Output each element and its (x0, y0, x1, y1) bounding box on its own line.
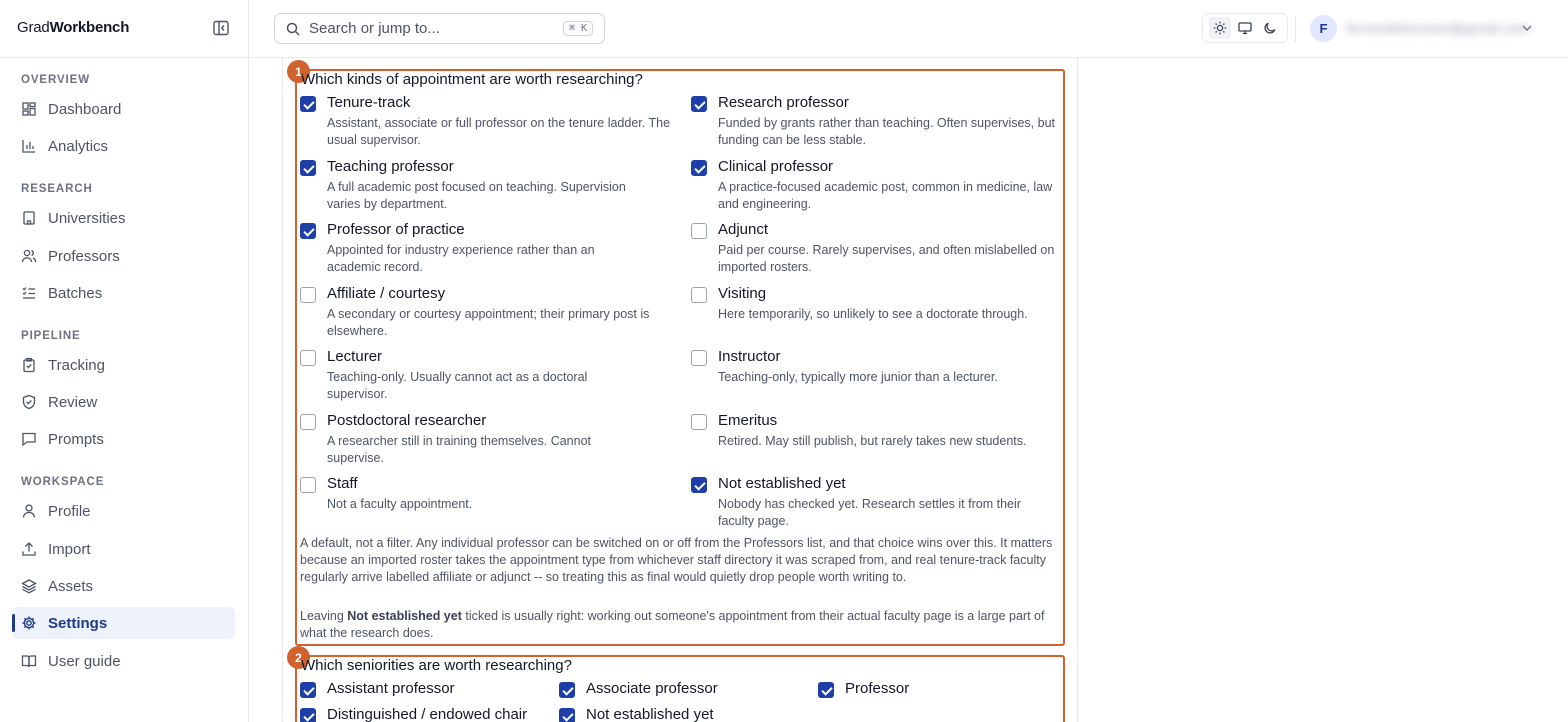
sidebar-item-tracking[interactable] (12, 349, 235, 381)
top-header (249, 0, 1568, 58)
option-label: Emeritus (718, 412, 778, 429)
checkbox[interactable] (691, 160, 707, 176)
sidebar-item-label: Assets (48, 577, 94, 595)
option-description: Not a faculty appointment. (327, 497, 473, 511)
option-label: Distinguished / endowed chair (327, 706, 528, 722)
checkbox[interactable] (300, 96, 316, 112)
checkbox[interactable] (691, 477, 707, 493)
sidebar-item-label: Professors (48, 247, 120, 265)
sun-icon (1213, 21, 1227, 35)
sidebar-item-label: Prompts (48, 430, 104, 448)
nav-section-pipeline: PIPELINE (21, 330, 81, 342)
option-label: Adjunct (718, 221, 769, 238)
checkbox[interactable] (691, 287, 707, 303)
note-text: Leaving (300, 609, 348, 623)
sidebar-item-label: Universities (48, 209, 126, 227)
option-label: Professor of practice (327, 221, 465, 238)
option-description: Here temporarily, so unlikely to see a doctorate through. (718, 307, 1028, 321)
checkbox[interactable] (300, 160, 316, 176)
checkbox[interactable] (559, 682, 575, 698)
option-description: Funded by grants rather than teaching. Often supervises, but funding can be less stable. (718, 116, 1056, 147)
sidebar-item-label: Tracking (48, 356, 105, 374)
sidebar-item-label: Dashboard (48, 100, 122, 118)
sidebar-item-settings[interactable] (12, 607, 235, 639)
checkbox[interactable] (300, 223, 316, 239)
sidebar-item-user-guide[interactable] (12, 645, 235, 677)
theme-system-button[interactable] (1234, 17, 1256, 39)
search-icon (286, 22, 300, 36)
option-label: Tenure-track (327, 94, 411, 111)
nav-section-workspace: WORKSPACE (21, 476, 105, 488)
collapse-sidebar-button[interactable] (212, 19, 230, 37)
option-description: Nobody has checked yet. Research settles it from their faculty page. (718, 497, 1021, 528)
option-label: Research professor (718, 94, 849, 111)
option-label: Not established yet (718, 475, 846, 492)
sidebar (0, 0, 249, 722)
sidebar-item-professors[interactable] (12, 240, 235, 272)
brand-part-1: Grad (17, 19, 50, 36)
question-1-note: A default, not a filter. Any individual professor can be switched on or off from the Professors list, and that choice wins over this. It matters because an imported roster takes the appointment type from whichever staff directory it was scraped from, and real tenure-track faculty regularly arrive labelled affiliate or adjunct -- so treating this as final would quietly drop people worth writing to. (300, 536, 1053, 584)
sidebar-item-assets[interactable] (12, 570, 235, 602)
checkbox[interactable] (300, 682, 316, 698)
sidebar-item-profile[interactable] (12, 495, 235, 527)
user-icon (21, 503, 37, 519)
moon-icon (1263, 21, 1277, 35)
sidebar-item-label: Review (48, 393, 98, 411)
header-divider (1295, 16, 1296, 42)
chevron-down-icon (1520, 21, 1534, 35)
user-name[interactable]: fernandotrevisan@gmail.com (1346, 20, 1529, 36)
theme-dark-button[interactable] (1259, 17, 1281, 39)
option-label: Instructor (718, 348, 781, 365)
sidebar-item-dashboard[interactable] (12, 93, 235, 125)
checkbox[interactable] (691, 96, 707, 112)
sidebar-item-label: Settings (48, 614, 108, 632)
option-description: Paid per course. Rarely supervises, and often mislabelled on imported rosters. (718, 243, 1055, 274)
checkbox[interactable] (691, 223, 707, 239)
sidebar-item-analytics[interactable] (12, 130, 235, 162)
checkbox[interactable] (300, 287, 316, 303)
note-emphasis: Not established yet (347, 609, 462, 623)
search-box[interactable] (274, 13, 605, 44)
option-label: Assistant professor (327, 680, 455, 697)
nav-section-overview: OVERVIEW (21, 74, 90, 86)
brand-logo[interactable] (17, 19, 129, 36)
option-description: A practice-focused academic post, common in medicine, law and engineering. (718, 180, 1053, 211)
option-label: Lecturer (327, 348, 383, 365)
option-description: A full academic post focused on teaching. Supervision varies by department. (327, 180, 626, 211)
building-icon (21, 210, 37, 226)
option-label: Postdoctoral researcher (327, 412, 487, 429)
list-checks-icon (21, 285, 37, 301)
note-text: ticked is usually right: working out someone's appointment from their actual faculty page is a large part of what the research does. (300, 609, 1045, 640)
checkbox[interactable] (818, 682, 834, 698)
shield-icon (21, 394, 37, 410)
option-description: Assistant, associate or full professor on the tenure ladder. The usual supervisor. (327, 116, 671, 147)
message-icon (21, 431, 37, 447)
theme-switcher (1202, 13, 1288, 43)
sidebar-item-label: Profile (48, 502, 91, 520)
sidebar-item-label: Analytics (48, 137, 109, 155)
sidebar-item-label: Import (48, 540, 91, 558)
question-1-note-2 (300, 608, 1062, 642)
option-label: Teaching professor (327, 158, 454, 175)
question-1-badge: 1 (287, 60, 310, 83)
bar-chart-icon (21, 138, 37, 154)
brand-part-2: Workbench (49, 19, 130, 36)
option-label: Clinical professor (718, 158, 834, 175)
option-description: Teaching-only, typically more junior than a lecturer. (718, 370, 998, 384)
option-description: A secondary or courtesy appointment; their primary post is elsewhere. (327, 307, 650, 338)
option-description: Retired. May still publish, but rarely takes new students. (718, 434, 1027, 448)
checkbox[interactable] (691, 414, 707, 430)
upload-icon (21, 541, 37, 557)
checkbox[interactable] (559, 708, 575, 722)
option-description: Teaching-only. Usually cannot act as a doctoral supervisor. (327, 370, 588, 401)
sidebar-item-universities[interactable] (12, 202, 235, 234)
option-label: Not established yet (586, 706, 714, 722)
option-label: Visiting (718, 285, 767, 302)
sidebar-item-import[interactable] (12, 533, 235, 565)
option-label: Professor (845, 680, 910, 697)
users-icon (21, 248, 37, 264)
option-description: A researcher still in training themselves. Cannot supervise. (327, 434, 592, 465)
dashboard-icon (21, 101, 37, 117)
nav-section-research: RESEARCH (21, 183, 93, 195)
sidebar-item-batches[interactable] (12, 277, 235, 309)
sidebar-item-prompts[interactable] (12, 423, 235, 455)
option-description: Appointed for industry experience rather than an academic record. (327, 243, 595, 274)
checkbox[interactable] (300, 350, 316, 366)
question-2-title: Which seniorities are worth researching? (301, 657, 572, 674)
theme-light-button[interactable] (1209, 17, 1231, 39)
brand-divider (0, 57, 249, 58)
option-label: Affiliate / courtesy (327, 285, 446, 302)
search-input[interactable] (309, 20, 549, 37)
sidebar-item-label: Batches (48, 284, 103, 302)
avatar[interactable]: F (1310, 15, 1337, 42)
checkbox[interactable] (300, 708, 316, 722)
checkbox[interactable] (300, 414, 316, 430)
main-content (249, 58, 1568, 722)
clipboard-icon (21, 357, 37, 373)
search-shortcut-badge: ⌘ K (563, 21, 593, 36)
checkbox[interactable] (300, 477, 316, 493)
sidebar-item-review[interactable] (12, 386, 235, 418)
sidebar-toggle-icon (212, 19, 230, 37)
question-2-badge: 2 (287, 646, 310, 669)
monitor-icon (1238, 21, 1252, 35)
book-icon (21, 653, 37, 669)
layers-icon (21, 578, 37, 594)
sidebar-item-label: User guide (48, 652, 121, 670)
question-1-title: Which kinds of appointment are worth researching? (301, 71, 643, 88)
user-menu-button[interactable] (1520, 21, 1534, 40)
option-label: Staff (327, 475, 358, 492)
option-label: Associate professor (586, 680, 718, 697)
checkbox[interactable] (691, 350, 707, 366)
gear-icon (21, 615, 37, 631)
